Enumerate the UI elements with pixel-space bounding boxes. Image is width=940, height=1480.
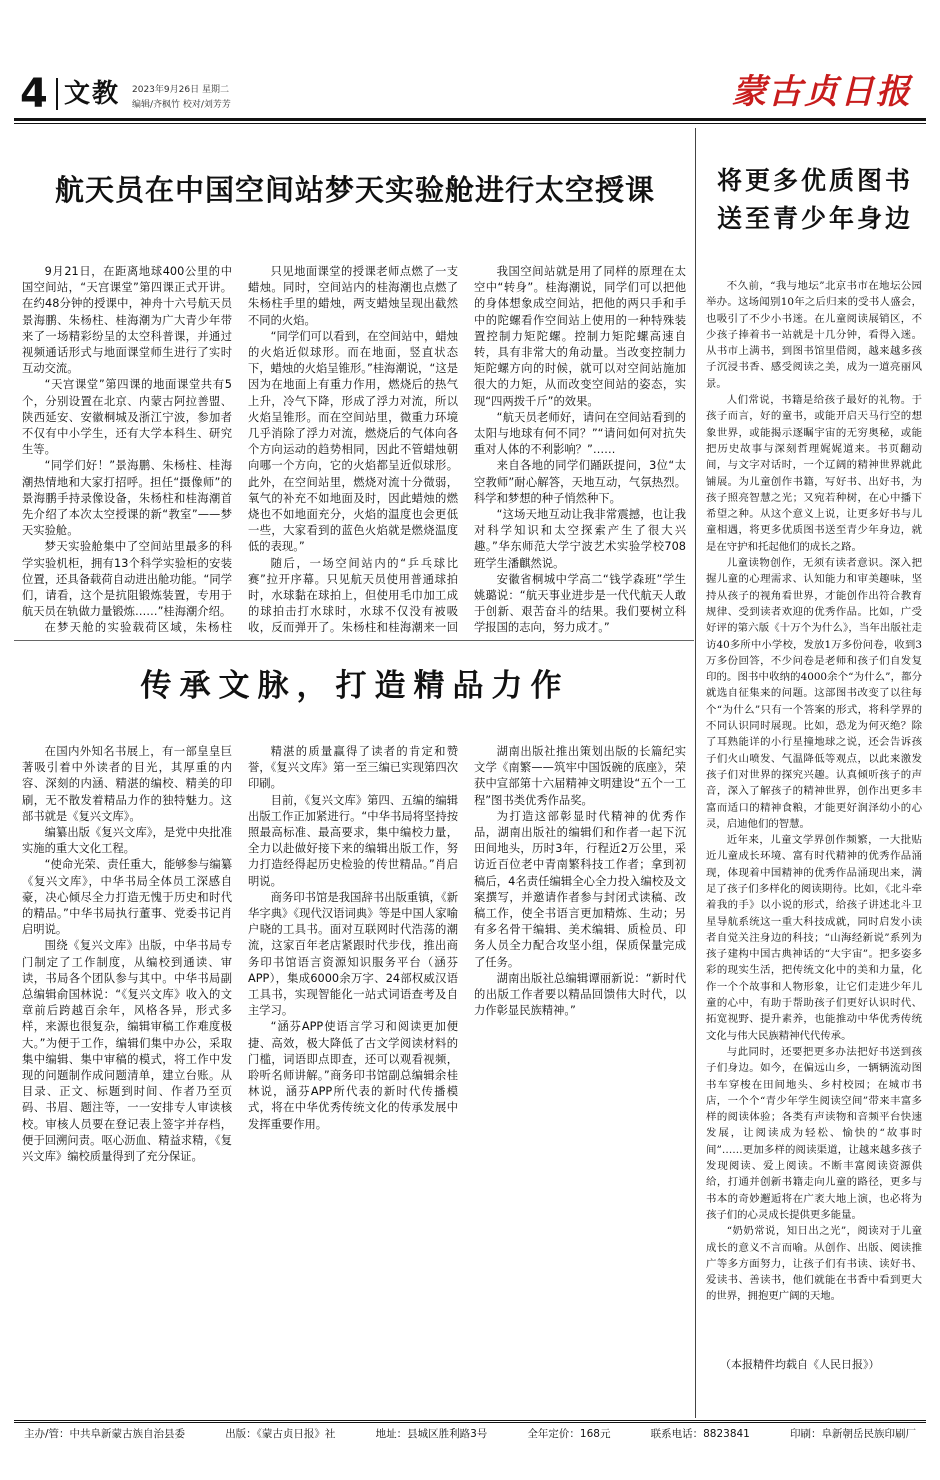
sidebar-title-line1: 将更多优质图书 bbox=[716, 166, 913, 195]
article2-paragraph: 商务印书馆是我国辞书出版重镇，《新华字典》《现代汉语词典》等是中国人家喻户晓的工具书。面对互联网时代浩荡的潮流，这家百年老店紧跟时代步伐，推出商务印书馆语言资源知识服务平台（涵芬APP），集成6000余万字、24部权威汉语工具书，实现智能化一站式词语查考及自主学习。 bbox=[248, 890, 458, 1018]
sidebar-paragraph: 儿童读物创作，无须有读者意识。深入把握儿童的心理需求、认知能力和审美趣味，坚持从孩子的视角看世界，才能创作出符合教育规律、受到读者欢迎的优秀作品。比如，广受好评的第六版《十万个为什么》，当年出版社走访40多所中小学校，发放1万多份问卷，收到3万多份回答，不少问卷是老师和孩子们自发复印的。图书中收纳的4000余个“为什么”，都分就选自征集来的问题。这部图书改变了以往每个“为什么”只有一个答案的形式，将科学界的不同认识同时展现。比如，恐龙为何灭绝？除了耳熟能详的小行星撞地球之说，还会告诉孩子们火山喷发、气温降低等观点，以此来激发孩子们对世界的探究兴趣。认真倾听孩子的声音，深入了解孩子的精神世界，创作出更多丰富而适口的精神食粮，才能更好润泽幼小的心灵，启迪他们的智慧。 bbox=[706, 557, 922, 830]
article1-paragraph: 在梦天舱的实验载荷区域，朱杨柱 bbox=[44, 621, 232, 635]
editor-line: 编辑/齐枫竹 校对/刘芳芳 bbox=[132, 100, 231, 110]
article2-paragraph: 围绕《复兴文库》出版，中华书局专门制定了工作制度，从编校到通读、审读，书局各个团队参与其中。中华书局副总编辑俞国林说：“《复兴文库》收入的文章前后跨越百余年，风格各异，形式多样，来源也很复杂，编辑审稿工作难度极大。”为便于工作，编辑们集中办公，采取集中编辑、集中审稿的模式，将工作中发现的问题制作成问题清单，建立台账。从目录、正文、标题到时间、作者乃至页码、书眉、题注等，一一安排专人审读核校。审核人员要在登记表上签字并存档，便于回溯问责。呕心沥血、精益求精，《复兴文库》编校质量得到了充分保证。 bbox=[22, 939, 232, 1164]
header-rule bbox=[14, 118, 926, 121]
article2-paragraph: 目前，《复兴文库》第四、五编的编辑出版工作正加紧进行。“中华书局将坚持按照最高标准、最高要求，集中编校力量，全力以赴做好接下来的编辑出版工作，努力打造经得起历史检验的传世精品。”肖启明说。 bbox=[248, 793, 458, 888]
article1-paragraph: 我国空间站就是用了同样的原理在太空中“转身”。桂海潮说，同学们可以把他的身体想象成空间站，把他的两只手和手中的陀螺看作空间站上使用的一种特殊装置控制力矩陀螺。控制力矩陀螺高速自转，具有非常大的角动量。当改变控制力矩陀螺方向的时候，就可以对空间站施加很大的力矩，从而改变空间站的姿态，实现“四两拨千斤”的效果。 bbox=[474, 265, 686, 408]
article2-paragraph: “涵芬APP使语言学习和阅读更加便捷、高效，极大降低了古文学阅读材料的门槛，词语即点即查，还可以观看视频，聆听名师讲解。”商务印书馆副总编辑余桂林说，涵芬APP所代表的新时代传播模式，将在中华优秀传统文化的传承发展中发挥重要作用。 bbox=[248, 1020, 458, 1131]
sidebar-paragraph: 人们常说，书籍是给孩子最好的礼物。于孩子而言，好的童书，或能开启天马行空的想象世界，或能揭示逐瞩宇宙的无穷奥秘，或能把历史故事与深刻哲理娓娓道来。书页翻动间，与文字对话时，一个辽阔的精神世界就此铺展。为儿童创作书籍，写好书、出好书，为孩子照亮智慧之光；又宛若种树，在心中播下希望之种。从这个意义上说，让更多好书与儿童相遇，将更多优质图书送至青少年身边，就是在守护和托起他们的成长之路。 bbox=[706, 394, 922, 553]
article2-column-3 bbox=[474, 744, 686, 1412]
article1-paragraph: 随后，一场空间站内的“乒乓球比赛”拉开序幕。只见航天员使用普通球拍时，水球黏在球拍上，但使用毛巾加工成的球拍击打水球时，水球不仅没有被吸收，反而弹开了。朱杨柱和桂海潮来一回 bbox=[248, 556, 458, 635]
article1-paragraph: 来自各地的同学们踊跃提问，3位“太空教师”耐心解答，天地互动，气氛热烈。科学和梦想的种子悄然种下。 bbox=[474, 459, 686, 505]
article1-column-1 bbox=[22, 264, 232, 636]
article1-paragraph: 9月21日，在距离地球400公里的中国空间站，“天宫课堂”第四课正式开讲。在约48分钟的授课中，神舟十六号航天员景海鹏、朱杨柱、桂海潮为广大青少年带来了一场精彩纷呈的太空科普课，并通过视频通话形式与地面课堂师生进行了实时互动交流。 bbox=[22, 265, 232, 376]
sidebar-title-line2: 送至青少年身边 bbox=[716, 204, 913, 233]
section-name: 文教 bbox=[64, 79, 121, 109]
article2-paragraph: 湖南出版社总编辑谭丽新说：“新时代的出版工作者要以精品回馈伟大时代，以力作彰显民族精神。” bbox=[474, 971, 686, 1018]
newspaper-masthead: 蒙古贞日报 bbox=[732, 72, 912, 112]
sidebar-paragraph: 与此同时，还要把更多办法把好书送到孩子们身边。如今，在偏远山乡，一辆辆流动图书车穿梭在田间地头、乡村校园；在城市书店，一个个“青少年学生阅读空间”带来丰富多样的阅读体验；各类有声读物和音频平台快速发展，让阅读成为轻松、愉快的“故事时间”……更加多样的阅读渠道，让越来越多孩子发现阅读、爱上阅读。不断丰富阅读资源供给，打通并创新书籍走向儿童的路径，更多与书本的奇妙邂逅将在广袤大地上演，也必将为孩子们的心灵成长提供更多能量。 bbox=[706, 1045, 922, 1221]
article1-paragraph: 只见地面课堂的授课老师点燃了一支蜡烛。同时，空间站内的桂海潮也点燃了朱杨柱手里的蜡烛，两支蜡烛呈现出截然不同的火焰。 bbox=[248, 265, 458, 327]
article2-paragraph: 编纂出版《复兴文库》，是党中央批准实施的重大文化工程。 bbox=[22, 826, 232, 856]
article2-paragraph: 在国内外知名书展上，有一部皇皇巨著吸引着中外读者的目光，其厚重的内容、深刻的内涵、精湛的编校、精美的印刷，无不散发着精品力作的独特魅力。这部书就是《复兴文库》。 bbox=[22, 745, 232, 823]
header-rule-thin bbox=[14, 123, 926, 124]
footer-publisher: 出版：《蒙古贞日报》社 bbox=[225, 1428, 336, 1440]
footer-printer: 印刷：阜新朝岳民族印刷厂 bbox=[790, 1428, 916, 1440]
article2-paragraph: 为打造这部彰显时代精神的优秀作品，湖南出版社的编辑们和作者一起下沉田间地头，历时3年，行程近2万公里，采访近百位老中青南繁科技工作者；拿到初稿后，4名责任编辑全心全力投入编校及文案撰写，并邀请作者参与封闭式读稿、改稿工作，使全书语言更加精炼、生动；另有多名骨干编辑、美术编辑、质检员、印务人员全力配合攻坚小组，保质保量完成了任务。 bbox=[474, 809, 686, 969]
footer-phone: 联系电话：8823841 bbox=[650, 1428, 750, 1440]
sidebar-paragraph: “奶奶常说，知日出之光”，阅读对于儿童成长的意义不言而喻。从创作、出版、阅读推广等多方面努力，让孩子们有书读、读好书、爱读书、善读书，他们就能在书香中看到更大的世界，拥抱更广阔的天地。 bbox=[706, 1225, 922, 1303]
article1-paragraph: “这场天地互动让我非常震撼，也让我对科学知识和太空探索产生了很大兴趣。”华东师范大学宁波艺术实验学校708班学生潘麒然说。 bbox=[474, 508, 686, 570]
article2-title: 传承文脉，打造精品力作 bbox=[140, 668, 570, 704]
date-line: 2023年9月26日 星期二 bbox=[132, 85, 229, 95]
article1-paragraph: “航天员老师好，请问在空间站看到的太阳与地球有何不同？”“请问如何对抗失重对人体的不利影响？”…… bbox=[474, 410, 686, 457]
sidebar-title bbox=[700, 162, 930, 238]
sidebar-paragraph: 近年来，儿童文学界创作频繁，一大批贴近儿童成长环境、富有时代精神的优秀作品涌现，体现着中国精神的优秀作品涌现出来，满足了孩子们多样化的阅读期待。比如，《北斗牵着我的手》以小说的形式，给孩子讲述北斗卫星导航系统这一重大科技成就，同时启发小读者自觉关注身边的科技；“山海经新说”系列为孩子建构中国古典神话的“大宇宙”。把多姿多彩的现实生活，把传统文化中的美和力量，化作一个个故事和人物形象，让它们走进少年儿童的心中，有助于帮助孩子们更好认识时代、拓宽视野、提升素养，也能推动中华优秀传统文化与伟大民族精神代代传承。 bbox=[706, 834, 922, 1042]
footer-sponsor: 主办/管：中共阜新蒙古族自治县委 bbox=[24, 1428, 186, 1440]
page-number: 4 bbox=[20, 71, 48, 117]
article2-column-1 bbox=[22, 744, 232, 1412]
article2-column-2 bbox=[248, 744, 458, 1412]
sidebar-column bbox=[706, 278, 922, 1352]
article1-title: 航天员在中国空间站梦天实验舱进行太空授课 bbox=[54, 173, 655, 207]
article-divider bbox=[14, 640, 694, 641]
article1-paragraph: 梦天实验舱集中了空间站里最多的科学实验机柜，拥有13个科学实验柜的安装位置，还具备载荷自动进出舱功能。“同学们，请看，这个是抗阻锻炼装置，专用于航天员在轨做力量锻炼……”桂海潮介绍。 bbox=[22, 540, 232, 619]
article1-paragraph: 安徽省桐城中学高二“钱学森班”学生姚璐说：“航天事业进步是一代代航天人敢于创新、艰苦奋斗的结果。我们要树立科学报国的志向，努力成才。” bbox=[474, 572, 686, 635]
article2-paragraph: “使命光荣、责任重大，能够参与编纂《复兴文库》，中华书局全体员工深感自豪，决心倾尽全力打造无愧于历史和时代的精品。”中华书局执行董事、党委书记肖启明说。 bbox=[22, 858, 232, 937]
sidebar-credit: （本报精件均载自《人民日报》） bbox=[720, 1358, 880, 1371]
sidebar-paragraph: 不久前，“我与地坛”北京书市在地坛公园举办。这场闻别10年之后归来的受书人盛会，也吸引了不少小书迷。在儿童阅读展销区，不少孩子捧着书一站就是十几分钟，看得入迷。从书市上满书，到图书馆里借阅，越来越多孩子沉浸书香、感受阅读之美，成为一道亮丽风景。 bbox=[706, 280, 922, 390]
article2-paragraph: 湖南出版社推出策划出版的长篇纪实文学《南繁——筑牢中国饭碗的底座》，荣获中宣部第十六届精神文明建设“五个一工程”图书类优秀作品奖。 bbox=[474, 745, 686, 807]
article2-paragraph: 精湛的质量赢得了读者的肯定和赞誉，《复兴文库》第一至三编已实现第四次印刷。 bbox=[248, 745, 458, 791]
article1-column-2 bbox=[248, 264, 458, 636]
footer-address: 地址：县城区胜利路3号 bbox=[375, 1428, 488, 1440]
article1-paragraph: “同学们可以看到，在空间站中，蜡烛的火焰近似球形。而在地面，竖直状态下，蜡烛的火焰呈锥形。”桂海潮说，“这是因为在地面上有重力作用，燃烧后的热气上升，冷气下降，形成了浮力对流，所以火焰呈锥形。而在空间站里，微重力环境几乎消除了浮力对流，燃烧后的气体向各个方向运动的趋势相同，因此不管蜡烛朝向哪一个方向，它的火焰都呈近似球形。此外，在空间站里，燃烧对流十分微弱，氧气的补充不如地面及时，因此蜡烛的燃烧也不如地面充分，火焰的温度也会更低一些，大家看到的蓝色火焰就是燃烧温度低的表现。” bbox=[248, 329, 458, 554]
header-divider bbox=[56, 78, 58, 110]
footer-bar bbox=[14, 1420, 926, 1444]
sidebar-divider bbox=[695, 128, 696, 1418]
article1-paragraph: “天宫课堂”第四课的地面课堂共有5个，分别设置在北京、内蒙古阿拉善盟、陕西延安、安徽桐城及浙江宁波，参加者不仅有中小学生，还有大学本科生、研究生等。 bbox=[22, 378, 232, 457]
article1-column-3 bbox=[474, 264, 686, 636]
article1-paragraph: “同学们好！”景海鹏、朱杨柱、桂海潮热情地和大家打招呼。担任“摄像师”的景海鹏手持录像设备，朱杨柱和桂海潮首先介绍了本次太空授课的新“教室”——梦天实验舱。 bbox=[22, 459, 232, 538]
footer-price: 全年定价：168元 bbox=[527, 1428, 611, 1440]
